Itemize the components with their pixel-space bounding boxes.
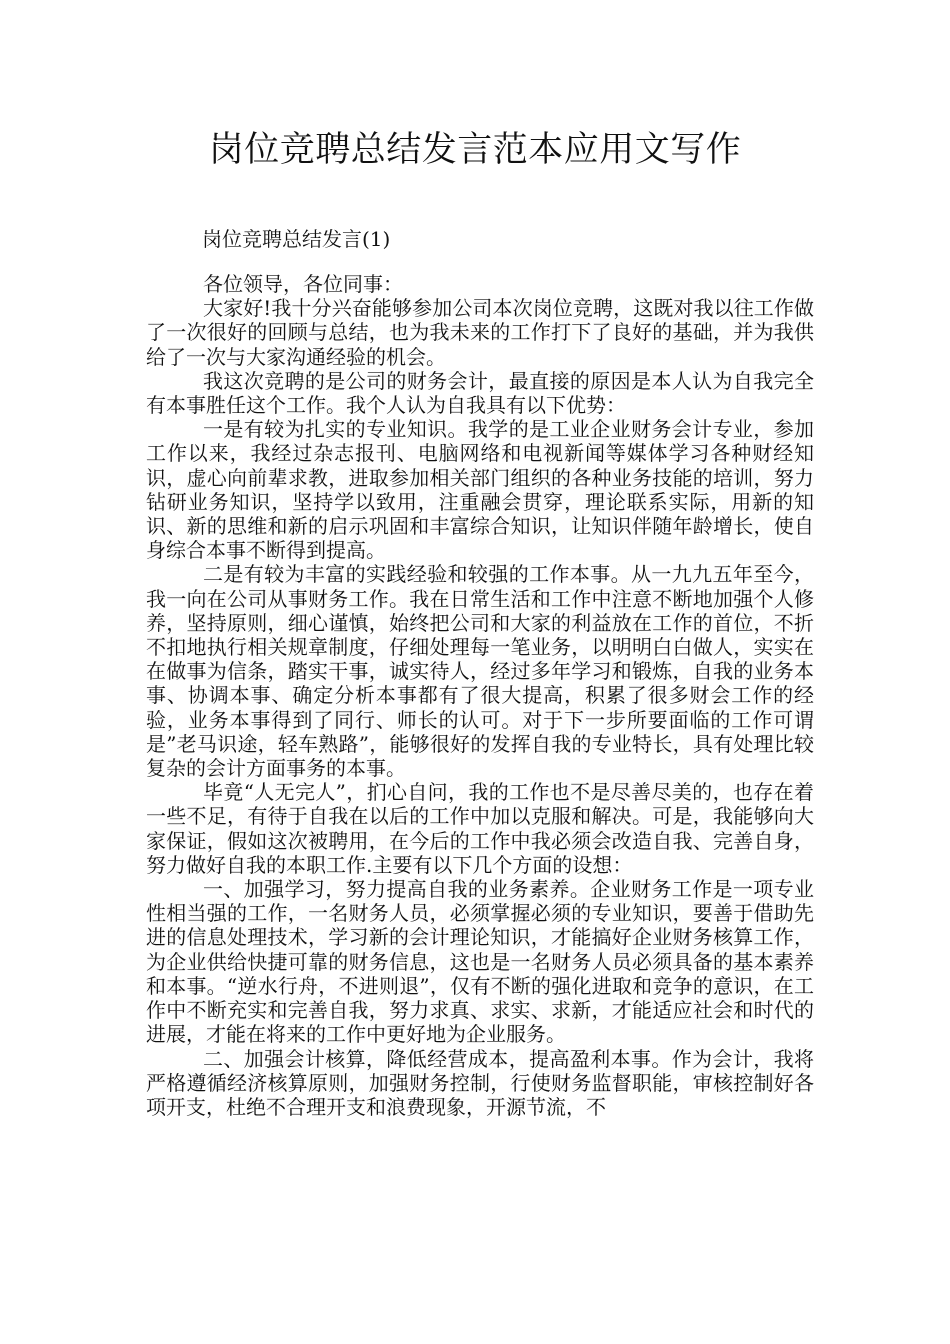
paragraph: 我这次竞聘的是公司的财务会计，最直接的原因是本人认为自我完全有本事胜任这个工作。我个人认为自我具有以下优势： bbox=[146, 368, 814, 418]
paragraph: 毕竟“人无完人”，扪心自问，我的工作也不是尽善尽美的，也存在着一些不足，有待于自我在以后的工作中加以克服和解决。可是，我能够向大家保证，假如这次被聘用，在今后的工作中我必须会改造自我、完善自身，努力做好自我的本职工作.主要有以下几个方面的设想： bbox=[146, 780, 814, 877]
document-body bbox=[146, 272, 814, 1119]
document-title: 岗位竞聘总结发言范本应用文写作 bbox=[208, 130, 742, 170]
paragraph: 大家好!我十分兴奋能够参加公司本次岗位竞聘，这既对我以往工作做了一次很好的回顾与总结，也为我未来的工作打下了良好的基础，并为我供给了一次与大家沟通经验的机会。 bbox=[146, 296, 814, 369]
document-subtitle: 岗位竞聘总结发言(1) bbox=[202, 227, 391, 251]
paragraph: 二是有较为丰富的实践经验和较强的工作本事。从一九九五年至今，我一向在公司从事财务工作。我在日常生活和工作中注意不断地加强个人修养，坚持原则，细心谨慎，始终把公司和大家的利益放在工作的首位，不折不扣地执行相关规章制度，仔细处理每一笔业务，以明明白白做人，实实在在做事为信条，踏实干事，诚实待人，经过多年学习和锻炼，自我的业务本事、协调本事、确定分析本事都有了很大提高，积累了很多财会工作的经验，业务本事得到了同行、师长的认可。对于下一步所要面临的工作可谓是”老马识途，轻车熟路”，能够很好的发挥自我的专业特长，具有处理比较复杂的会计方面事务的本事。 bbox=[146, 562, 814, 781]
paragraph: 一、加强学习，努力提高自我的业务素养。企业财务工作是一项专业性相当强的工作，一名财务人员，必须掌握必须的专业知识，要善于借助先进的信息处理技术，学习新的会计理论知识，才能搞好企业财务核算工作，为企业供给快捷可靠的财务信息，这也是一名财务人员必须具备的基本素养和本事。“逆水行舟，不进则退”，仅有不断的强化进取和竞争的意识，在工作中不断充实和完善自我，努力求真、求实、求新，才能适应社会和时代的进展，才能在将来的工作中更好地为企业服务。 bbox=[146, 877, 814, 1047]
paragraph: 二、加强会计核算，降低经营成本，提高盈利本事。作为会计，我将严格遵循经济核算原则，加强财务控制，行使财务监督职能，审核控制好各项开支，杜绝不合理开支和浪费现象，开源节流，不 bbox=[146, 1046, 814, 1119]
paragraph: 一是有较为扎实的专业知识。我学的是工业企业财务会计专业，参加工作以来，我经过杂志报刊、电脑网络和电视新闻等媒体学习各种财经知识，虚心向前辈求教，进取参加相关部门组织的各种业务技能的培训，努力钻研业务知识，坚持学以致用，注重融会贯穿，理论联系实际，用新的知识、新的思维和新的启示巩固和丰富综合知识，让知识伴随年龄增长，使自身综合本事不断得到提高。 bbox=[146, 417, 814, 563]
greeting-line: 各位领导，各位同事： bbox=[203, 272, 403, 296]
